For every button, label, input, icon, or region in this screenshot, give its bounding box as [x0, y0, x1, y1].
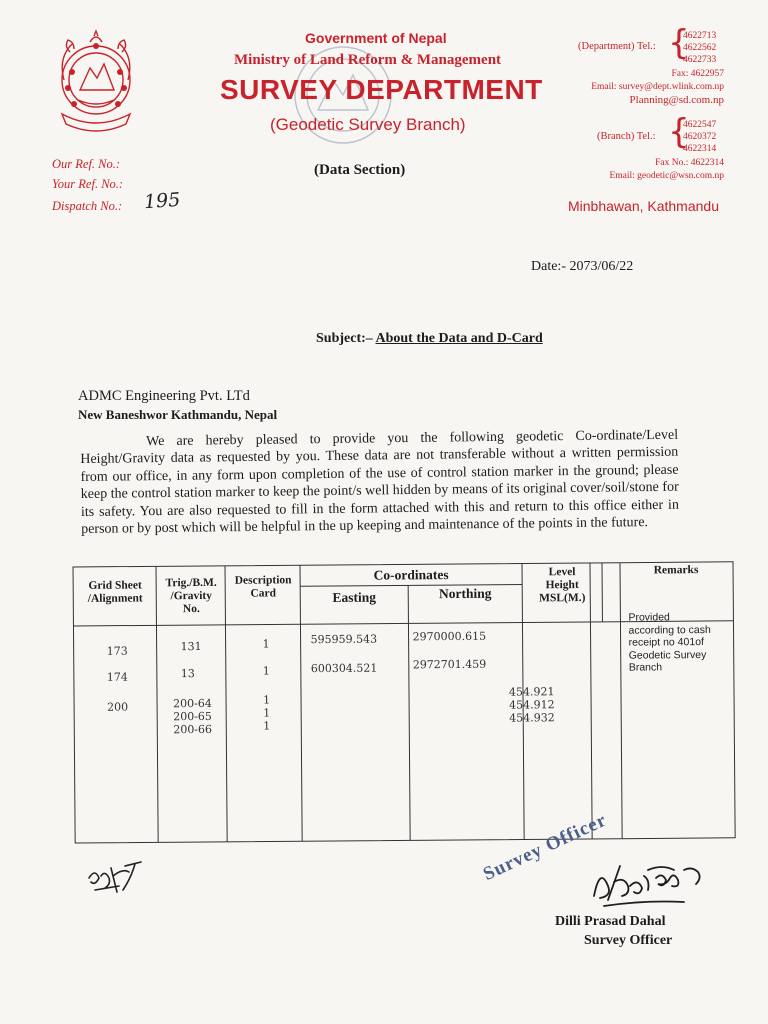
department-title: SURVEY DEPARTMENT: [220, 74, 543, 105]
header-text: Grid Sheet: [88, 579, 142, 592]
subject-line: [316, 331, 543, 347]
branch-fax: Fax No.: 4622314: [655, 158, 724, 168]
nepal-emblem-icon: [50, 28, 142, 136]
table-cell-trig: 131: [180, 639, 202, 654]
letter-date: Date:- 2073/06/22: [531, 259, 634, 274]
table-cell-trig: 13: [180, 667, 195, 681]
your-ref-label: Your Ref. No.:: [52, 177, 124, 191]
header-text: Description: [234, 574, 292, 587]
table-cell-easting: 600304.521: [310, 661, 378, 676]
table-cell-northing: 2970000.615: [412, 629, 487, 644]
table-cell-trig: 200-66: [173, 722, 213, 737]
branch-tel: 4622314: [683, 144, 717, 154]
header-level: [522, 566, 602, 606]
header-text: Level: [548, 566, 576, 579]
signature: [584, 856, 714, 912]
branch-tel: 4622547: [683, 120, 717, 130]
department-tel-list: [683, 30, 716, 66]
recipient-address: New Baneshwor Kathmandu, Nepal: [78, 407, 278, 422]
branch-email: Email: geodetic@wsn.com.np: [609, 171, 724, 181]
section-title: (Data Section): [314, 162, 406, 178]
branch-title: (Geodetic Survey Branch): [270, 115, 466, 134]
department-tel: 4622733: [683, 55, 717, 65]
table-cell-easting: 595959.543: [310, 632, 378, 647]
handwritten-initials: [85, 858, 149, 902]
department-fax: Fax: 4622957: [671, 69, 724, 79]
signatory-name: Dilli Prasad Dahal: [555, 914, 666, 929]
header-grid-sheet: [76, 579, 154, 606]
subject-text: About the Data and D-Card: [375, 331, 543, 346]
header-text: Trig./B.M.: [165, 576, 217, 590]
branch-tel-label: (Branch) Tel.:: [597, 131, 656, 142]
table-cell-grid: 173: [106, 644, 128, 658]
department-email: Email: survey@dept.wlink.com.np: [591, 82, 724, 92]
brace-icon: {: [668, 23, 690, 63]
subject-label: Subject:–: [316, 331, 376, 346]
header-easting: Easting: [332, 589, 377, 605]
header-text: Card: [250, 587, 277, 600]
table-cell-level: 454.921: [508, 685, 555, 699]
table-cell-card: 1: [262, 637, 270, 651]
table-cell-remarks: [628, 611, 732, 674]
branch-tel-list: [683, 119, 716, 155]
header-trig: [157, 577, 225, 617]
dispatch-label: Dispatch No.:: [52, 199, 123, 213]
header-text: /Alignment: [87, 592, 143, 605]
remarks-line: receipt no 401of: [628, 636, 704, 649]
remarks-line: Branch: [628, 661, 663, 674]
government-title: Government of Nepal: [305, 30, 447, 46]
header-text: /Gravity: [170, 589, 213, 603]
letter-body: We are hereby pleased to provide you the following geodetic Co-ordinate/Level Height/Gravity data as requested by you. These data are not transferable without a written permission from our office, in any form upon completion of the use of control station marker in the ground; please keep the control station marker to keep the point/s well hidden by means of its original cover/soil/stone for its safety. You are also requested to fill in the form attached with this and return to this office either in person or by post which will be helpful in the up keeping and maintenance of the points in the future.: [80, 427, 680, 538]
table-cell-northing: 2972701.459: [412, 657, 487, 672]
table-cell-level: 454.932: [509, 711, 555, 725]
header-northing: Northing: [438, 585, 492, 602]
office-location: Minbhawan, Kathmandu: [568, 198, 719, 214]
table-cell-card: 1: [263, 693, 271, 707]
header-description: [226, 574, 300, 601]
branch-tel: 4620372: [683, 132, 717, 142]
dispatch-number-handwritten: 195: [143, 188, 181, 214]
ministry-title: Ministry of Land Reform & Management: [234, 52, 502, 68]
signatory-title: Survey Officer: [584, 933, 673, 948]
remarks-line: according to cash: [628, 623, 711, 637]
table-cell-level: 454.912: [509, 698, 555, 712]
brace-icon: {: [668, 112, 690, 152]
our-ref-label: Our Ref. No.:: [52, 157, 121, 171]
header-text: MSL(M.): [539, 591, 586, 605]
header-remarks: Remarks: [653, 564, 699, 577]
table-cell-grid: 200: [107, 700, 129, 714]
table-cell-card: 1: [262, 664, 270, 678]
table-cell-card: 1: [263, 706, 271, 720]
table-cell-card: 1: [263, 719, 271, 733]
remarks-line: Geodetic Survey: [628, 648, 707, 662]
header-text: No.: [182, 602, 200, 616]
remarks-line: Provided: [628, 611, 670, 624]
table-cell-grid: 174: [106, 670, 128, 684]
header-coordinates: Co-ordinates: [373, 567, 449, 583]
department-tel-label: (Department) Tel.:: [578, 41, 656, 52]
department-tel: 4622562: [683, 43, 717, 53]
department-tel: 4622713: [683, 31, 717, 41]
table-cell-trig: 200-64: [173, 696, 212, 711]
data-table: [72, 561, 736, 844]
table-cell-trig: 200-65: [173, 709, 212, 724]
recipient-name: ADMC Engineering Pvt. LTd: [78, 388, 250, 404]
survey-officer-stamp: Survey Officer: [480, 809, 611, 886]
header-text: Height: [545, 579, 579, 592]
planning-email: Planning@sd.com.np: [629, 94, 724, 106]
